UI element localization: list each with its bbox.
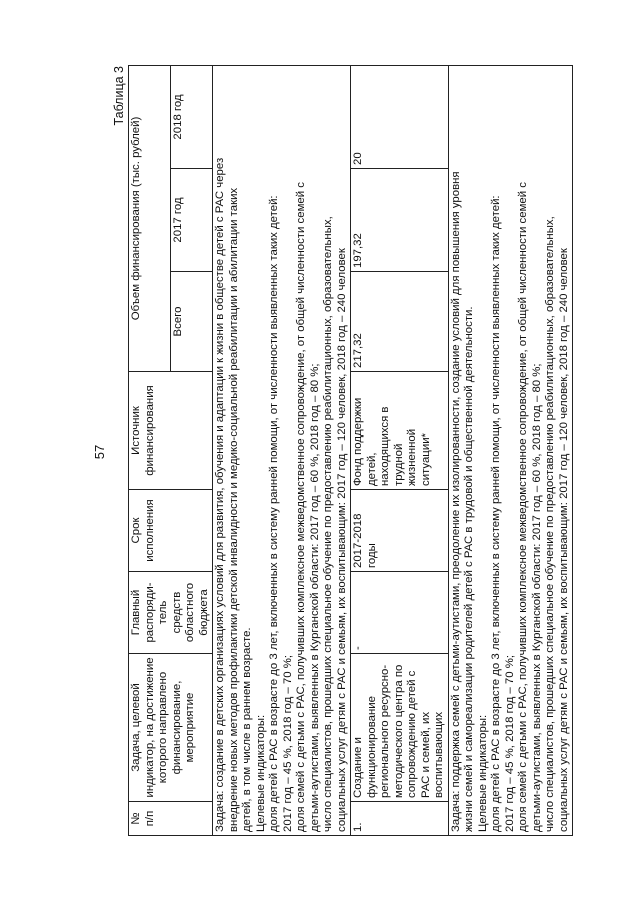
text-line: находящихся в — [379, 406, 391, 486]
text-line: Целевые индикаторы: — [254, 714, 267, 832]
text-line: финансирования — [143, 385, 156, 476]
header-num — [129, 802, 213, 836]
row-1-term — [351, 490, 449, 572]
text-line: доля семей с детьми с РАС, получивших комплексное межведомственное сопровождение, от общей численности семей с — [295, 182, 307, 832]
text-line: Главный — [130, 589, 142, 636]
text-line: социальных услуг детям с РАС и семьям, их воспитывающим: 2017 год – 120 человек, 2018 год – 240 человек — [335, 248, 348, 832]
row-1-source — [351, 372, 449, 490]
task-1-text — [213, 65, 351, 835]
task-2-row — [448, 65, 573, 835]
row-1-total: 217,32 — [351, 272, 449, 372]
text-line: Источник — [130, 406, 142, 455]
text-line: Задача, целевой — [130, 683, 142, 772]
page-number: 57 — [92, 444, 107, 460]
text-line: Задача: поддержка семей с детьми-аутистами, преодоление их изолированности, создание условий для повышения уровня — [449, 171, 462, 832]
row-1-2018: 20 — [351, 65, 449, 168]
rotated-page — [70, 62, 570, 842]
text-line: годы — [365, 543, 378, 568]
text-line: число специалистов, прошедших специальное обучение по предоставлению реабилитационных, образовательных, — [322, 216, 334, 832]
text-line: ситуации* — [419, 433, 432, 486]
header-total: Всего — [171, 272, 213, 372]
text-line: 2017-2018 — [352, 513, 364, 568]
text-line: индикатор, на достижение — [143, 657, 156, 798]
row-1-name — [351, 654, 449, 802]
text-line: жизненной — [406, 428, 418, 486]
task-1-row — [213, 65, 351, 835]
text-line: доля семей с детьми с РАС, получивших комплексное межведомственное сопровождение, от общей численности семей с — [517, 182, 529, 832]
text-line: трудной — [392, 443, 405, 486]
text-line: которого направлено — [157, 671, 169, 784]
task-2-text — [448, 65, 573, 835]
row-1-manager: - — [351, 572, 449, 654]
text-line: воспитывающих — [433, 711, 445, 798]
table-row — [351, 65, 449, 835]
row-1-num: 1. — [351, 802, 449, 836]
text-line: бюджета — [197, 589, 210, 636]
text-line: № — [130, 812, 142, 825]
row-1-2017: 197,32 — [351, 169, 449, 272]
text-line: регионального ресурсно- — [379, 664, 391, 798]
text-line: финансирование, — [170, 680, 183, 775]
text-line: исполнения — [143, 499, 156, 562]
header-source — [129, 372, 213, 490]
financing-table — [128, 65, 573, 836]
text-line: 2017 год – 45 %, 2018 год – 70 %; — [503, 654, 516, 832]
header-2018: 2018 год — [171, 65, 213, 168]
header-manager — [129, 572, 213, 654]
text-line: детей, в том числе в раннем возрасте. — [241, 627, 253, 832]
text-line: Фонд поддержки — [352, 397, 364, 486]
text-line: функционирование — [365, 695, 378, 798]
header-2017: 2017 год — [171, 169, 213, 272]
header-task — [129, 654, 213, 802]
text-line: областного — [184, 582, 196, 643]
text-line: РАС и семей, их — [419, 711, 432, 798]
text-line: распоряди- — [143, 582, 156, 643]
text-line: детьми-аутистами, выявленных в Курганской области: 2017 год – 60 %, 2018 год – 80 %; — [308, 363, 321, 832]
text-line: число специалистов, прошедших специальное обучение по предоставлению реабилитационных, образовательных, — [544, 216, 556, 832]
text-line: сопровождению детей с — [406, 670, 418, 798]
text-line: Создание и — [352, 737, 364, 798]
text-line: 2017 год – 45 %, 2018 год – 70 %; — [281, 654, 294, 832]
header-term — [129, 490, 213, 572]
text-line: Целевые индикаторы: — [476, 714, 489, 832]
text-line: мероприятие — [184, 692, 196, 763]
text-line: внедрение новых методов профилактики детской инвалидности и медико-социальной реабилитации и абилитации таких — [227, 187, 240, 832]
table-label: Таблица 3 — [112, 66, 126, 126]
text-line: Задача: создание в детских организациях условий для развития, обучения и адаптации к жизни в обществе детей с РАС через — [214, 157, 226, 832]
text-line: жизни семей и самореализации родителей детей с РАС в трудовой и общественной деятельности. — [463, 306, 475, 832]
text-line: тель — [157, 600, 169, 625]
text-line: средств — [170, 591, 183, 634]
text-line: Срок — [130, 517, 142, 544]
header-row-1 — [129, 65, 171, 835]
header-volume: Объем финансирования (тыс. рублей) — [129, 65, 171, 371]
text-line: п/п — [143, 810, 156, 827]
text-line: доля детей с РАС в возрасте до 3 лет, включенных в систему ранней помощи, от численности выявленных таких детей: — [268, 195, 280, 832]
text-line: методического центра по — [392, 664, 405, 798]
text-line: детей, — [365, 452, 378, 486]
text-line: детьми-аутистами, выявленных в Курганской области: 2017 год – 60 %, 2018 год – 80 %; — [530, 363, 543, 832]
text-line: социальных услуг детям с РАС и семьям, их воспитывающим: 2017 год – 120 человек, 2018 год – 240 человек — [557, 248, 570, 832]
text-line: доля детей с РАС в возрасте до 3 лет, включенных в систему ранней помощи, от численности выявленных таких детей: — [490, 195, 502, 832]
